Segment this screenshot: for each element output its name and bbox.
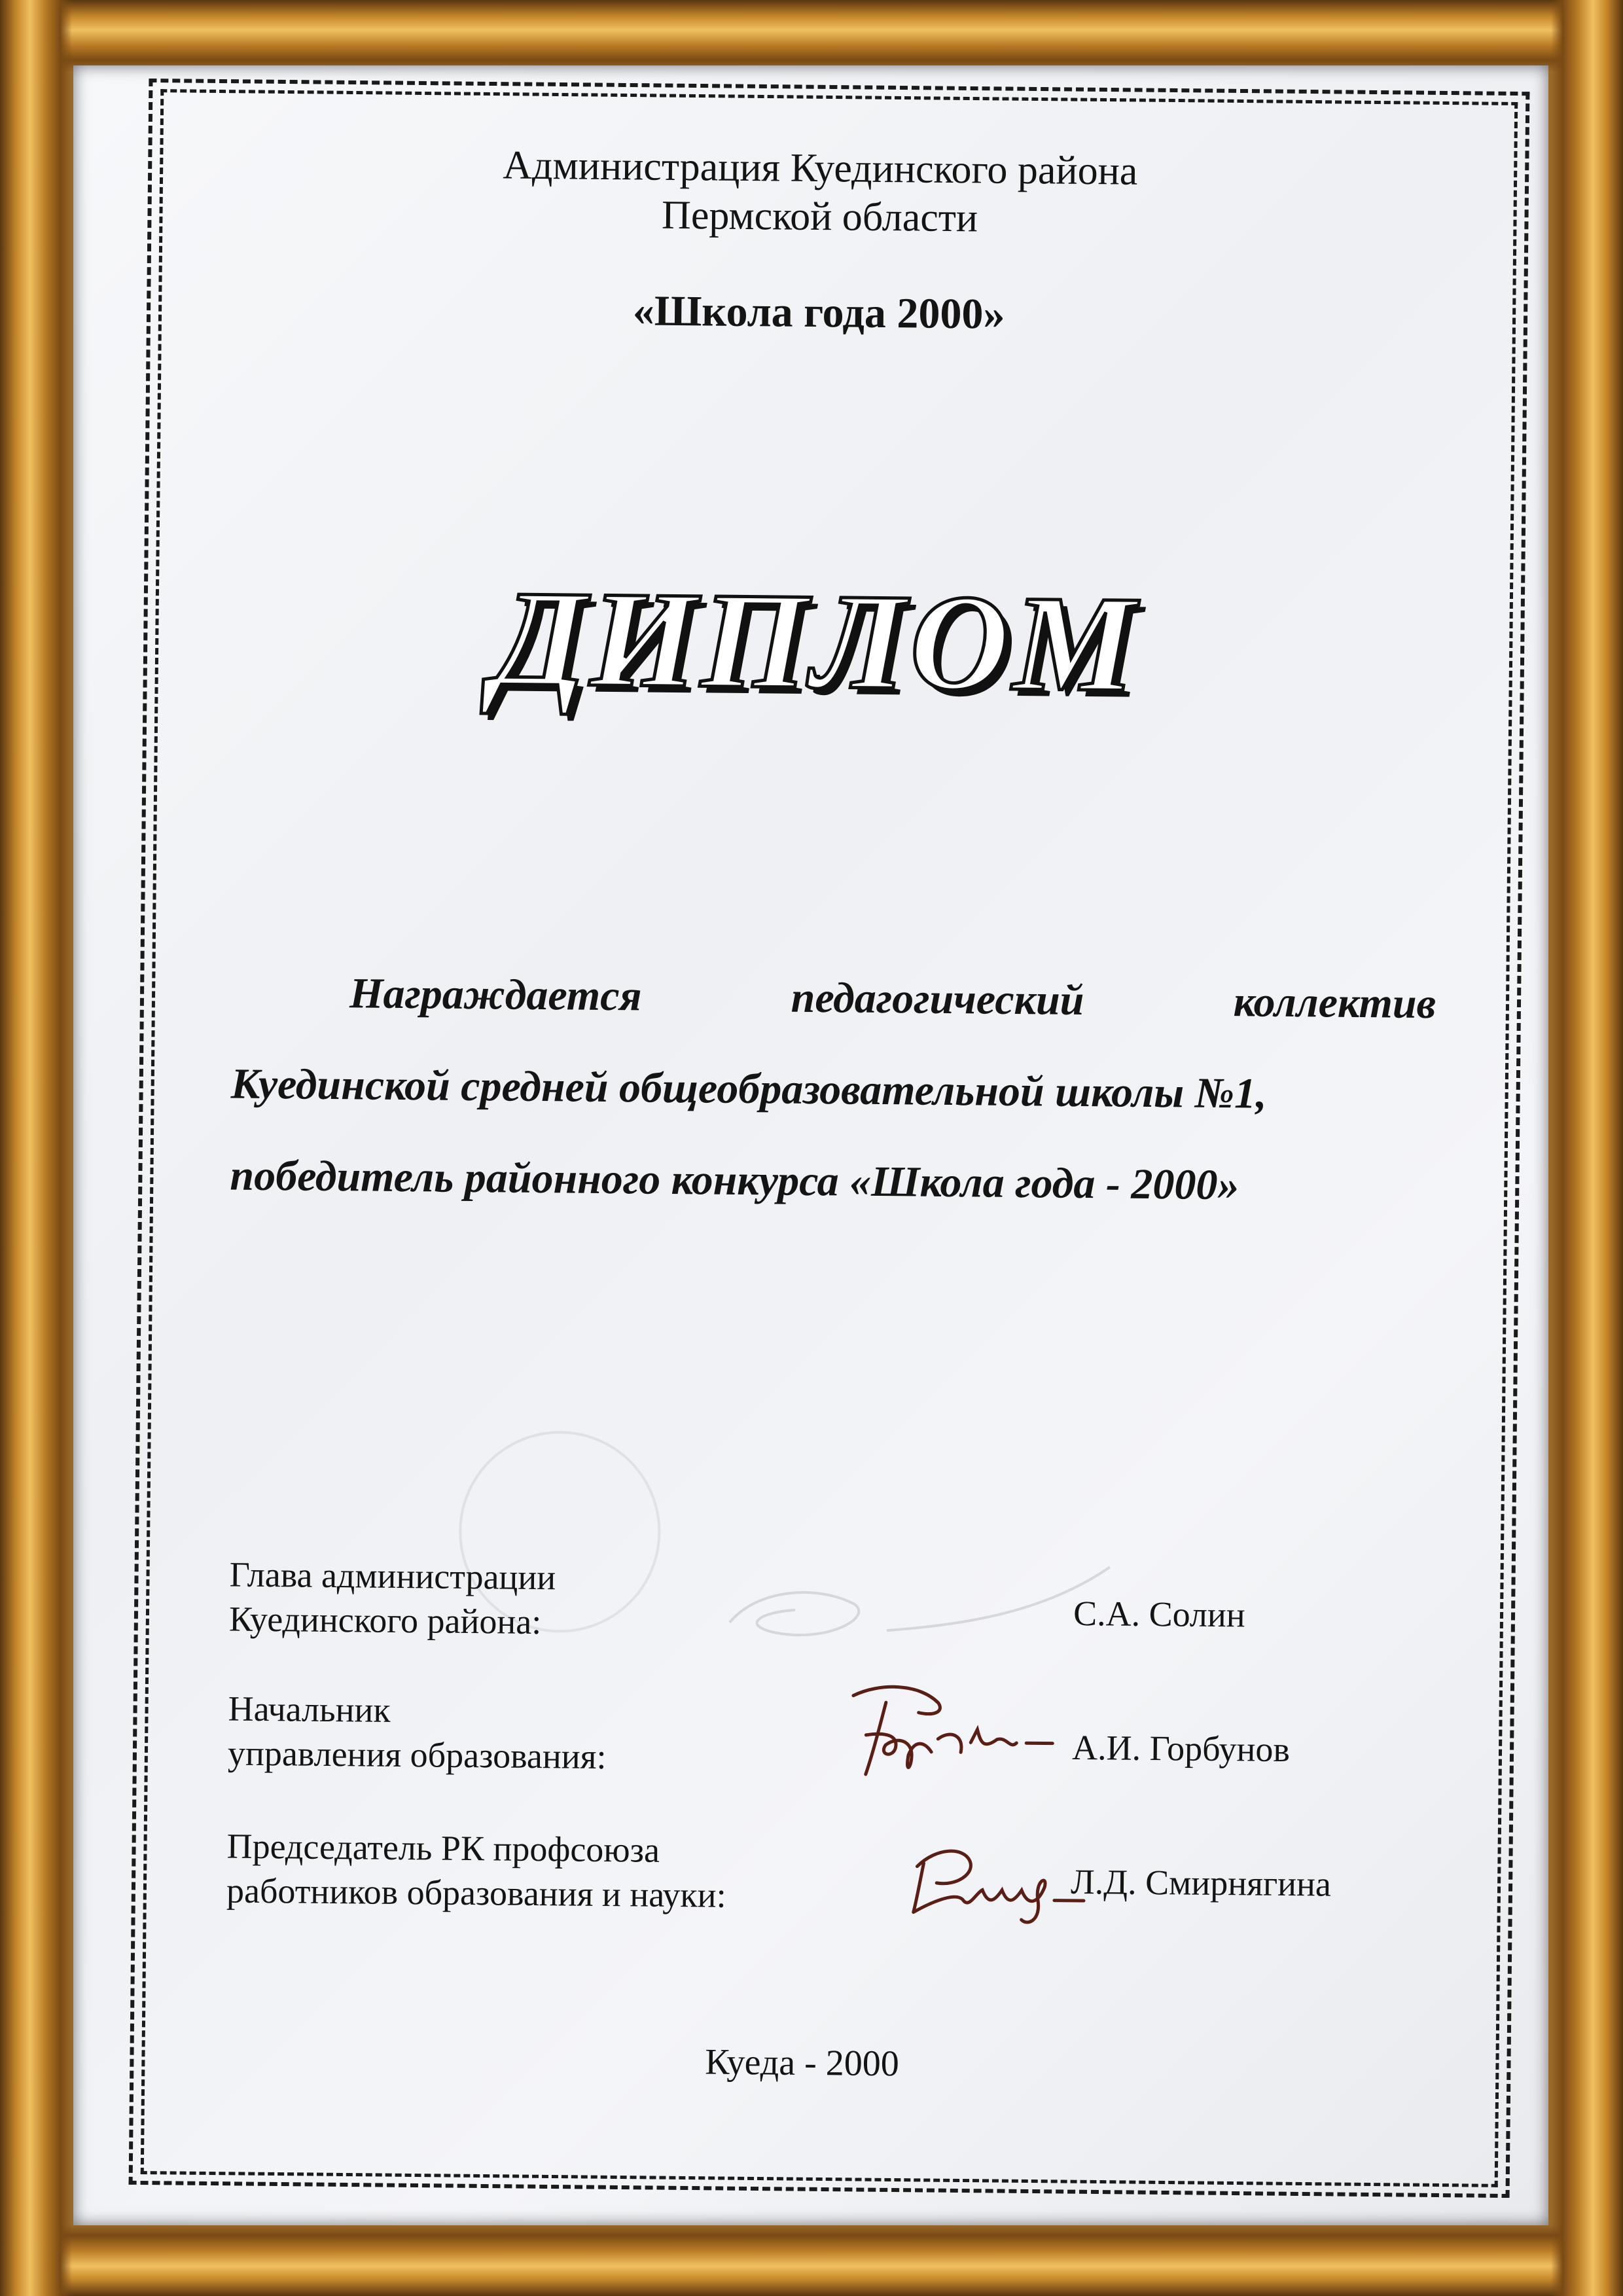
signatory-1-name: С.А. Солин bbox=[1073, 1593, 1246, 1635]
signatory-1-role-line-2: Куединского района: bbox=[228, 1599, 542, 1642]
signatory-1-role-line-1: Глава администрации bbox=[229, 1554, 556, 1598]
diploma-content bbox=[63, 58, 1559, 2232]
signatory-2-role-line-1: Начальник bbox=[228, 1689, 391, 1730]
signatory-3-name: Л.Д. Смирнягина bbox=[1070, 1861, 1332, 1904]
signature-3 bbox=[897, 1827, 1094, 1933]
signatory-2-role bbox=[228, 1686, 607, 1779]
signature-2 bbox=[840, 1676, 1063, 1789]
award-word-2: педагогический bbox=[791, 973, 1084, 1024]
award-line-3: победитель районного конкурса «Школа года - 2000» bbox=[230, 1151, 1240, 1210]
signatory-3-role-line-2: работников образования и науки: bbox=[226, 1871, 726, 1915]
issuer-line-2: Пермской области bbox=[661, 192, 978, 241]
contest-title: «Школа года 2000» bbox=[632, 287, 1005, 338]
award-line-1 bbox=[232, 946, 1436, 1050]
diploma-sheet bbox=[73, 65, 1548, 2225]
award-word-1: Награждается bbox=[349, 969, 642, 1020]
signatory-2-name: А.И. Горбунов bbox=[1071, 1727, 1291, 1770]
diploma-title: ДИПЛОМ bbox=[491, 562, 1140, 721]
place-and-year: Куеда - 2000 bbox=[704, 2041, 900, 2085]
issuer-line-1: Администрация Куединского района bbox=[502, 143, 1138, 194]
signatory-2-role-line-2: управления образования: bbox=[227, 1733, 607, 1777]
signatory-3-role bbox=[226, 1823, 727, 1917]
issuer-heading bbox=[82, 137, 1558, 248]
signatory-1-role bbox=[229, 1552, 556, 1645]
award-word-3: коллектив bbox=[1233, 978, 1436, 1028]
award-text bbox=[230, 946, 1436, 1233]
award-line-2: Куединской средней общеобразовательной школы №1, bbox=[230, 1060, 1267, 1118]
signatory-3-role-line-1: Председатель РК профсоюза bbox=[226, 1826, 660, 1870]
signature-1-emboss bbox=[716, 1551, 1123, 1666]
